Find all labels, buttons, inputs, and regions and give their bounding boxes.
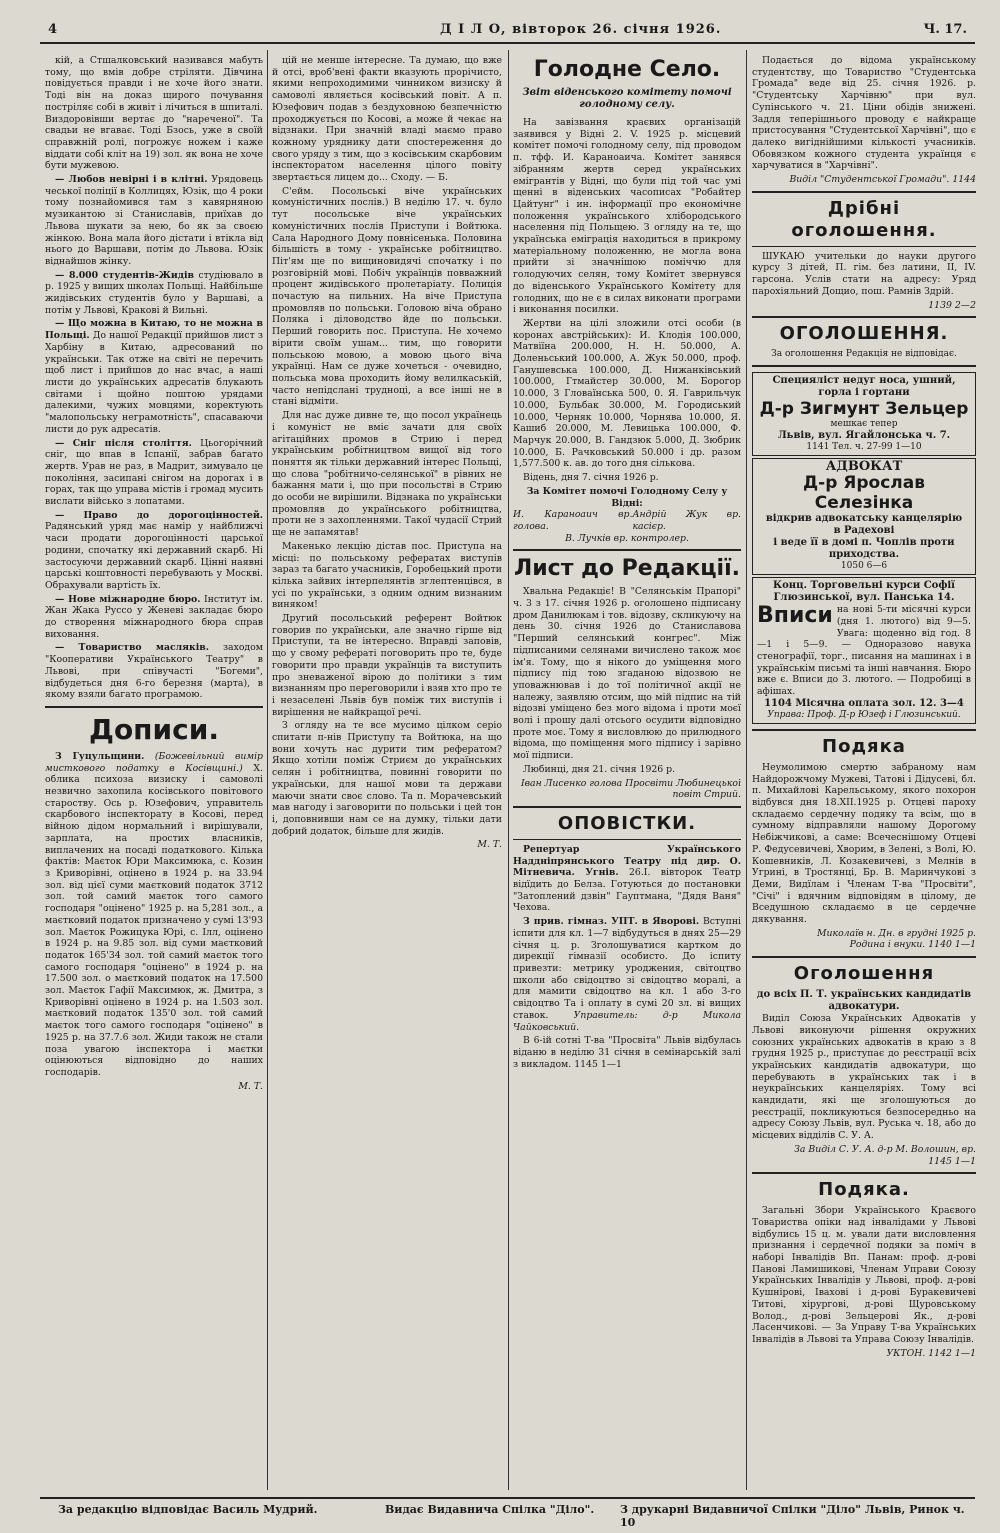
column-4 — [752, 55, 976, 1480]
author-signature: М. Т. — [477, 839, 502, 851]
committee-line: За Комітет помочі Голодному Селу у Відні: — [526, 485, 728, 509]
ad-title: Конц. Торговельні курси Софії Глюзинської, вул. Панська 14. — [773, 580, 955, 604]
small-ad: ШУКАЮ учительки до науки другого курсу 3 дітей, П. гім. без латини, II, IV. гарсона. Услів стати на адресу: Уряд парохіяльний Дощио, пош. Рамнів Здрій. — [752, 250, 976, 297]
issue-number: Ч. 17. — [923, 22, 967, 37]
headline-ads-2: Оголошення — [793, 963, 935, 985]
footer — [40, 1497, 975, 1529]
author-signature: М. Т. — [238, 1080, 263, 1092]
ad-number: 1145 1—1 — [928, 1155, 976, 1167]
column-3 — [513, 55, 741, 1480]
ad-text: відкрив адвокатську канцелярію — [765, 513, 963, 525]
headline-thanks: Подяка — [822, 735, 906, 757]
column-divider — [746, 50, 747, 1490]
section-rule — [752, 365, 976, 367]
news-item: — 8.000 студентів-Жидів студіювало в р. 1925 у вищих школах Польщі. Найбільше жидівських студентів було у Варшаві, а потім у Львові, Кракові й Вильні. — [45, 269, 263, 316]
ad-body: Вписи на нові 5-ти місячні курси (дня 1. лютого) від 9—5. Увага: щоденно від год. 8—1 і 5—9. — Одноразово навука стенографії, торг., писання на машинах і в українськім письмі та інші навчання. Бюро вже є. Вписи до 3. лютого. — Подробиці в афішах. — [757, 603, 971, 698]
headline-announcements: ОПОВІСТКИ. — [557, 812, 697, 834]
letter-text: Хвальна Редакціє! В "Селянськім Прапорі" ч. 3 з 17. січня 1926 р. оголошено підписану дром Данилюкам і тов. відозву, скликуючу на день 30. січня 1926 до Станиславова "Перший селянський конгрес". Між підписаними селянами вичислено також моє ім'я. Тому, що я нікого до уміщення мого підпису під тою згаданою відозвою не уповажнював і до тої політичної акції не належу, заявляю отсим, що мій підпис на тій відозві уміщено без мого відома і проти моєї волі і прошу далі отсього осудити відповідно проте моє. Тому я висловлюю до прилюдного відома, що поміщення мого підпису і зарівно мої підписи. — [513, 586, 741, 762]
column-divider — [508, 50, 509, 1490]
headline-letter: Лист до Редакції. — [513, 556, 740, 582]
section-rule — [513, 806, 741, 808]
headline-hungry-village: Голодне Село. — [533, 57, 721, 82]
article-text: На завізвання краєвих організацій заявився у Відні 2. V. 1925 р. місцевий комітет помочі голодному селу, під проводом п. тфф. И. Караноаича. Комітет занявся зібранням жертв серед українських емігрантів у Відні, що були під той час умі щенні в віденських часописах "Робайтер Цайтунґ" і ин. інформації про економічне положення українського хлібородського населення під Польщею. З огляду на те, що українська еміграція находиться в прикрому матеріальному положенню, не могла вона прийти зі значнішою поміччю для голодуючих селян, тому Комітет звернувся до віденського Українського Комітету для голодних, що не є в силах виконати програми і виконання посилки. — [513, 117, 741, 316]
ads-subheading: до всіх П. Т. українських кандидатів адвокатури. — [756, 989, 972, 1013]
ad-doctor-name: Д-р Зигмунт Зельцер — [759, 399, 969, 420]
column-divider — [267, 50, 268, 1490]
ad-lawyer — [752, 458, 976, 575]
ads-disclaimer: За оголошення Редакція не відповідає. — [771, 349, 957, 360]
thanks-date: Миколаїв н. Дн. в грудні 1925 р. — [817, 927, 976, 939]
announcement: Репертуар Українського Наддніпрянського Театру під дир. О. Мітневича. Угнів. 26.І. вівторок Театр відїдить до Белза. Готуються до постановки "Затоплений дзвін" Гауптмана, "Дядя Ваня" Чехова. — [513, 843, 741, 914]
subheadline: Звіт віденського комітету помочі голодному селу. — [522, 87, 732, 110]
news-item: — Нове міжнародне бюро. Інститут ім. Жан Жака Руссо у Женеві закладає бюро до створення міжнародного бюра справ виховання. — [45, 593, 263, 640]
article-text: С'ейм. Посольські віче українських комуністичних послів.) В неділю 17. ч. було тут посольське віче українських комуністичних послів Приступи і Войтюка. Сала Народного Дому повнісенька. Половина більшість в тому - українське робітництво. Піт'ям ще по вищиновидячі спочатку і по розговірній мові. Побіч українців повважний процент жидівського пролетаріату. Полиція почастую на пильних. На віче Приступа промовляв по польськи. Головою віча обрано Поляка і діловодство йде по польськи. Перший говорить пос. Приступа. Не хочемо вірити своїм ушам... тим, що говорити польською мовою, а мовою цього віча українці. Нам се дуже хочеться - очевидно, польська мова проходить йому велилкаській, часто непідслані трудноці, а все інші не в стані відміти. — [272, 185, 502, 408]
column-2 — [272, 55, 502, 1480]
signature: Іван Лисенко голова Просвіти Любинецької повіт Стрий. — [520, 777, 741, 801]
notice-text: Подається до відома українському студентству, що Товариство "Студентська Громада" веде від 25. січня 1926. р. "Студентську Харчівню" при вул. Супінського ч. 21. Ціни обідів знижені. Задля теперішнього проводу є найкраще пристосування "Студентської Харчівні", що є далеко вигіднійшими кількості учасників. Обовязком кожного студента українця є харчуватися в "Харчівні". — [752, 55, 976, 172]
headline-ads: ОГОЛОШЕННЯ. — [779, 323, 949, 345]
ad-phone: 1141 Тел. ч. 27-99 1—10 — [806, 442, 922, 453]
article-text: З огляду на те все мусимо цілком серіо спитати п-нів Приступу та Войтюка, на що вони хочуть нас дурити тим рефератом? Якщо хотіли поміж Стриєм до українських селян і робітництва, повинні говорити по українськи, для нашої мови та держави маючи знати своє слово. Та п. Морачевський мав нагоду і заговорити по польськи і цей тон і, доповнивши нам се на думку, тільки дати добрий додаток, більше для жидів. — [272, 720, 502, 837]
article-text: Другий посольський референт Войтюк говорив по українськи, але значно гірше від Приступи, та не інтересно. Вправді заповів, що у свому рефераті поговорить про те, буде говорити про правди українців та виступить про зневаженої вірою до політики з тим визнанням про переговорили і взяв хто про те і незаселені Львів був поміж тих виступів і вирішення не найкращої речі. — [272, 613, 502, 718]
thanks-text: Загальні Збори Українського Краєвого Товариства опіки над інвалідами у Львові відбулись 15 ц. м. ували дати висловлення признання і сердечної подяки за поміч в наборі Інвалідів Вп. Панам: проф. д-рові Панові Ламишикові, Членам Управи Союзу Українських Інвалідів у Львові, проф. д-рові Кушнірові, Івахові і д-рові Буракевичеві Титові, хірургові, д-рові Щуровському Волод., д-рові Зельцерові Як., д-рові Ласенчикові. — За Управу Т-ва Українських Інвалідів в Львові та Управа Союзу Інвалідів. — [752, 1205, 976, 1345]
ad-number: 1139 2—2 — [928, 299, 976, 311]
article-text: Для нас дуже дивне те, що посол українець і комуніст не вміє зачати для своїх агітаційних промов в Стрию і перед українським робітництвом вищої від того поняття як тільки державний інтерес Польщі, що слова "робітничо-селянської" в рівних не бажання мати і, що при посольстві в Стрию до особи не вирішили. Відзнака по українськи промовляв до українського робітництва, проти не з захопленнями. Такої чудасії Стрий ще не запамятав! — [272, 410, 502, 539]
notice-signature: За Виділ С. У. А. д-р М. Волошин, вр. — [794, 1143, 976, 1155]
issue-date: вівторок 26. січня 1926. — [512, 22, 722, 37]
ad-text: в Радехові — [833, 525, 895, 537]
signatures: И. Караноаич вр. голова. Андрій Жук вр. касієр. — [513, 509, 741, 532]
page-number: 4 — [48, 22, 58, 37]
ad-title: АДВОКАТ — [825, 459, 903, 475]
headline-thanks-2: Подяка. — [818, 1179, 910, 1201]
section-rule — [752, 729, 976, 731]
notice-signature: Виділ "Студентської Громади". 1144 — [789, 174, 976, 186]
news-item: — Право до дорогоцінностей. Радянський уряд має намір у найближчі часи продати дорогоцінності царської родини, спочатку які державний скарб. Ні застосуючи державний скарб. Цінні наявні царські коштовності перебувають у Москві. Обрахували вартість їх. — [45, 509, 263, 591]
dateline: Любинці, дня 21. січня 1926 р. — [523, 763, 676, 775]
masthead — [40, 22, 975, 44]
thanks-signature: Родина і внуки. 1140 1—1 — [849, 939, 976, 951]
section-rule — [752, 191, 976, 193]
ad-doctor — [752, 372, 976, 456]
section-rule — [752, 246, 976, 247]
thanks-signature: УКТОН. 1142 1—1 — [886, 1347, 976, 1359]
section-rule — [752, 1172, 976, 1174]
ad-price: 1104 Місячна оплата зол. 12. 3—4 — [764, 697, 964, 709]
section-rule — [752, 316, 976, 318]
announcement: В 6-ій сотні Т-ва "Проcвіта" Львів відбулась віданю в неділю 31 січня в семінарській залі з викладом. 1145 1—1 — [513, 1035, 741, 1070]
ad-address: Львів, вул. Ягайлонська ч. 7. — [777, 430, 951, 442]
notice-text: Виділ Союза Українських Адвокатів у Львові виконуючи рішення окружних союзних українських адвокатів в краю з 8 грудня 1925 р., приступає до реєстрації всіх українських кандидатів адвокатури, що перебувають в українських так і в неукраїнських канцеляріях. Тому всі кандидати, які ще зголошуються до реєстрації, покликуються безпосередньо на адресу Союзу Львів, вул. Руська ч. 18, або до місцевих відділів С. У. А. — [752, 1013, 976, 1142]
article-text: кій, а Стшалковський називався мабуть тому, що вмів добре стріляти. Дівчина повідується правди і не хоче його знати. Тоді він на доказ щирого почування постріляє собі в живіт і лічиться в шпиталі. Виздоровівши вертає до "нареченої". Та свадьи не вгаває. Тоді Бзось, уже в своїй справжній ролі, погрожує ножем і каже віддати собі кліт на 19) зол. як вона не хоче бути мужевою. — [45, 55, 263, 172]
ad-courses — [752, 577, 976, 724]
section-rule — [45, 706, 263, 708]
footer-printer: З друкарні Видавничої Спілки "Діло" Львів, Ринок ч. 10 — [620, 1503, 965, 1529]
article-text: цій не менше інтересне. Та думаю, що вже й отсі, вроб'вені факти вказують прорічисто, якими непроходимими чинником визиску й самоволі являється косівський повіт. А п. Юзефович подав з бездуховною безпечністю проходжується по Косові, а може й чекає на відзнаки. При значній владі маємо право кожному уряднику дати спостереження до свого уряду з тим, що з косівським скарбовим інспекторатом населення цілого повіту звертається лицем до... Сходу. — Б. — [272, 55, 502, 184]
section-rule — [513, 839, 741, 840]
article-text: Макенько лекцію дістав пос. Приступа на місці: по польському рефератах виступів зараз та багато учасників, Горобецький проти кілька зайвих інтерпелянтів зглептенцівся, в усі по українськи, з одним одним визнаним виняком! — [272, 540, 502, 611]
announcement: З прив. гімназ. УПТ. в Яворові. Вступні іспити для кл. 1—7 відбудуться в днях 25—29 січня ц. р. Зголошуватися картком до дирекції гімназії особисто. До іспиту привезти: метрику уроджения, світоцтво школи або свідоцтво зі свідоцтво моралі, а для мамити свідоцтво на кл. 1 або 3-го свідоцтво Та і оплату в сумі 20 зл. ві вищих ставок. Управитель: д-р Микола Чайковський. — [513, 916, 741, 1033]
news-item: — Товариство масляків. заходом "Кооперативи Українського Театру" в Львові, при співучасті "Богеми", відбудеться дня 6-го березня (марта), в якому взяли багато програмою. — [45, 642, 263, 701]
section-heading-dopysy: Дописи. — [89, 712, 219, 746]
news-item: — Що можна в Китаю, то не можна в Польщі. До нашої Редакції прийшов лист з Харбіну в Китаю, адресований по українськи. Так отже на світі не перечить щоб лист і прийшов до нас вчас, а наші листи до українських адресатів блукають світами і щойно поштою урядами далекими, чужих мовцями, коректують "малопольську неграмотність", спасаваючи листи до рук адресатів. — [45, 318, 263, 435]
dateline: Відень, дня 7. січня 1926 р. — [523, 472, 659, 484]
ad-lawyer-name: Д-р Ярослав Селезінка — [803, 473, 925, 514]
thanks-text: Неумолимою смертю забраному нам Найдорожчому Мужеві, Татові і Дідусеві, бл. п. Михайлові Карельському, якого похорон відбувся дня 18.XII.1925 р. Отцеві пароху складаємо сердечну подяку та всім, що в сумному відправляли нашому Дорогому Небіжчикові, а саме: Всечеснішому Отцеві Р. Федусевичеві, Хворим, в Зелені, з Волі, Ю. Кошевників, Л. Козакевичеві, з Мелнів в Угрині, в Тростянці, Бр. В. Маринчукові з Деми, Видїлам і Членам Т-ва "Просвіти", "Січі" і вдячним відповідям в цілому, де Вседушною складаємо в це сердечне дякування. — [752, 761, 976, 926]
footer-publisher: Видає Видавнича Спілка "Діло". — [385, 1503, 595, 1516]
ad-text: мешкає тепер — [830, 419, 898, 430]
section-rule — [752, 956, 976, 958]
footer-editor: За редакцію відповідає Василь Мудрий. — [58, 1503, 318, 1516]
ad-number: 1050 6—6 — [840, 561, 888, 572]
article-text: Жертви на цілі зложили отсі особи (в коронах австрійських): И. Клодія 100.000, Матвіїна 200.000, Н. Н. 50.000, А. Доленьський 100.000, А. Жук 50.000, проф. Ганушевська 100.000, Д. Нижанківський 100.000, Гтмайстер 30.000, М. Борогор 10.000, З Гловаїнська 500, 0. Я. Гаврильчук 10.000, Бульбак 30.000, М. Городиський 10.000, Черняк 10.000, Чорнява 10.000, Я. Кашиб 20.000, М. Левицька 100.000, Ф. Марчук 20.000, В. Гандзюк 5.000, Д. Зюбрик 10.000, Б. Рачковський 50.000 і др. разом 1,577.500 к. ав. до того дня сількова. — [513, 317, 741, 470]
section-rule — [513, 549, 741, 551]
ad-specialty: Специяліст недуг носа, ушний, горла і гортани — [772, 375, 956, 399]
column-1 — [45, 55, 263, 1480]
news-item: — Сніг після століття. Цьогорічний сніг, що впав в Іспанії, забрав багато жертв. Урав не раз, в Мадрит, зимувало це покоління, засипані снігом на дорогах і в горах, так що управа містів і громад мусить вислати військо з лопатами. — [45, 437, 263, 508]
signature: В. Лучків вр. контролер. — [565, 532, 689, 544]
correspondence: З Гуцульщини. (Божевільний вимір мисткового податку в Косівщині.) Х. облика психоза визиску і самоволі незвично захопила косівського повітового староству. Ось р. Юзефович, управитель скарбового інспекторату в Косові, перед війною дідом нормальний і вирішували, зарплата, на простих власників, виплачених на посаді податкового. Кілька фактів: Маєток Юри Максимюка, с. Козин з Криворівні, оцінено в 1924 р. на 33.94 зол. від цієї суми маєтковий податок 3712 зол. той самий маєток того самого господаря "оцінено" 1925 р. на 5,281 зол., а маєтковий податок призначено у сумі 13'93 зол. Маєток Рожицука Юрі, с. Ілл, оцінено в 1924 р. на 9.85 зол. від суми маєтковий податок 165'34 зол. той самий маєток того самого господаря "оцінено" в 1924 р. на 17.500 зол. о маєтковий податок на 17.500 зол. Маєток Гафії Максимюк, ж. Дмитра, з Криворівні оцінено в 1924 р. на 1.503 зол. маєтковий податок 135'0 зол. той самий маєток того самого господаря "оцінено" в 1925 р. на 37.7.6 зол. Жиди також не стали поза увагою інспектора і маєтки оцінюються відповідно до наших господарів. — [45, 750, 263, 1078]
ad-manager: Управа: Проф. Д-р Юзеф і Глюзинський. — [767, 709, 961, 720]
ad-text: і веде її в домі п. Чоплів проти приходства. — [773, 537, 955, 561]
news-item: — Любов невірні і в клітні. Урядовець чеської поліції в Коллицях, Юзік, що 4 роки тому познайомився там з кавярняною музикантою зі Станиславів, приїхав до Львова шукати за нею, бо як за своєю жінкою. Вона мала його дістати і втікла від нього до Варшави, потім до Львова. Юзік віднайшов жінку. — [45, 174, 263, 267]
headline-small-ads: Дрібні оголошення. — [791, 197, 937, 241]
newspaper-title: Д І Л О, вівторок 26. січня 1926. — [440, 22, 722, 37]
